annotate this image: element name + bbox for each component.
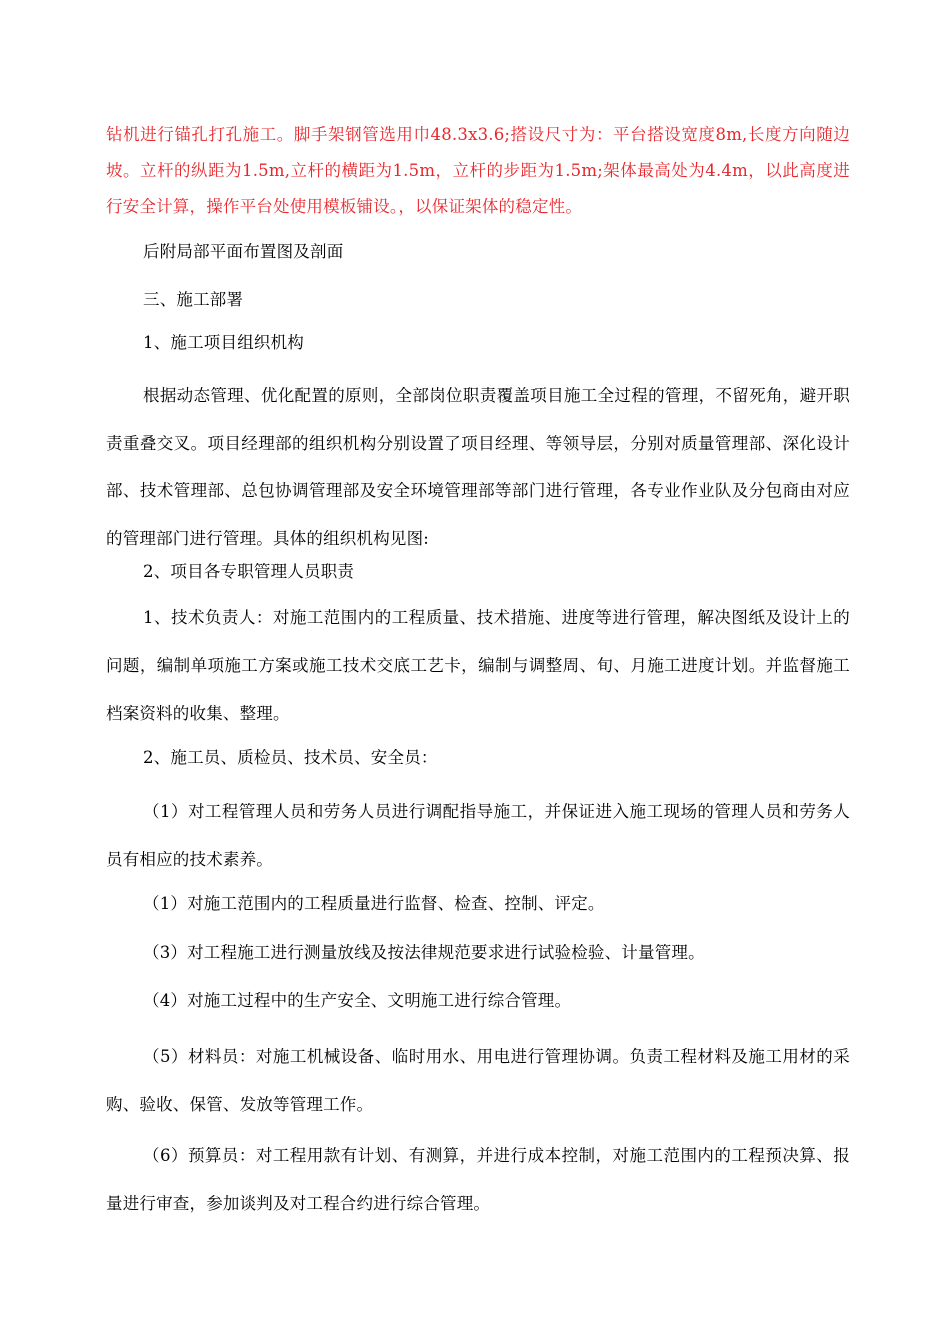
item-6: （6）预算员：对工程用款有计划、有测算，并进行成本控制，对施工范围内的工程预决算、报量进行审查，参加谈判及对工程合约进行综合管理。 (106, 1146, 850, 1213)
sub-heading-duties: 2、项目各专职管理人员职责 (143, 562, 355, 581)
item-1b: （1）对施工范围内的工程质量进行监督、检查、控制、评定。 (143, 894, 605, 913)
red-paragraph: 钻机进行锚孔打孔施工。脚手架钢管选用巾48.3x3.6;搭设尺寸为：平台搭设宽度8m,长度方向随边坡。立杆的纵距为1.5m,立杆的横距为1.5m，立杆的步距为1.5m;架体最高处为4.4m，以此高度进行安全计算，操作平台处使用模板铺设。，以保证架体的稳定性。 (106, 125, 850, 216)
duty-tech-lead: 1、技术负责人：对施工范围内的工程质量、技术措施、进度等进行管理，解决图纸及设计上的问题，编制单项施工方案或施工技术交底工艺卡，编制与调整周、旬、月施工进度计划。并监督施工档案资料的收集、整理。 (106, 608, 850, 723)
duty-staff-heading: 2、施工员、质检员、技术员、安全员： (143, 748, 438, 767)
item-3: （3）对工程施工进行测量放线及按法律规范要求进行试验检验、计量管理。 (143, 943, 705, 962)
item-1a: （1）对工程管理人员和劳务人员进行调配指导施工，并保证进入施工现场的管理人员和劳务人员有相应的技术素养。 (106, 802, 850, 869)
item-5: （5）材料员：对施工机械设备、临时用水、用电进行管理协调。负责工程材料及施工用材的采购、验收、保管、发放等管理工作。 (106, 1047, 850, 1114)
sub-heading-org: 1、施工项目组织机构 (143, 333, 304, 352)
attachment-note: 后附局部平面布置图及剖面 (143, 242, 344, 261)
section-heading: 三、施工部署 (143, 290, 244, 309)
org-paragraph: 根据动态管理、优化配置的原则，全部岗位职责覆盖项目施工全过程的管理，不留死角，避开职责重叠交叉。项目经理部的组织机构分别设置了项目经理、等领导层，分别对质量管理部、深化设计部、技术管理部、总包协调管理部及安全环境管理部等部门进行管理，各专业作业队及分包商由对应的管理部门进行管理。具体的组织机构见图: (106, 386, 850, 548)
item-4: （4）对施工过程中的生产安全、文明施工进行综合管理。 (143, 991, 572, 1010)
